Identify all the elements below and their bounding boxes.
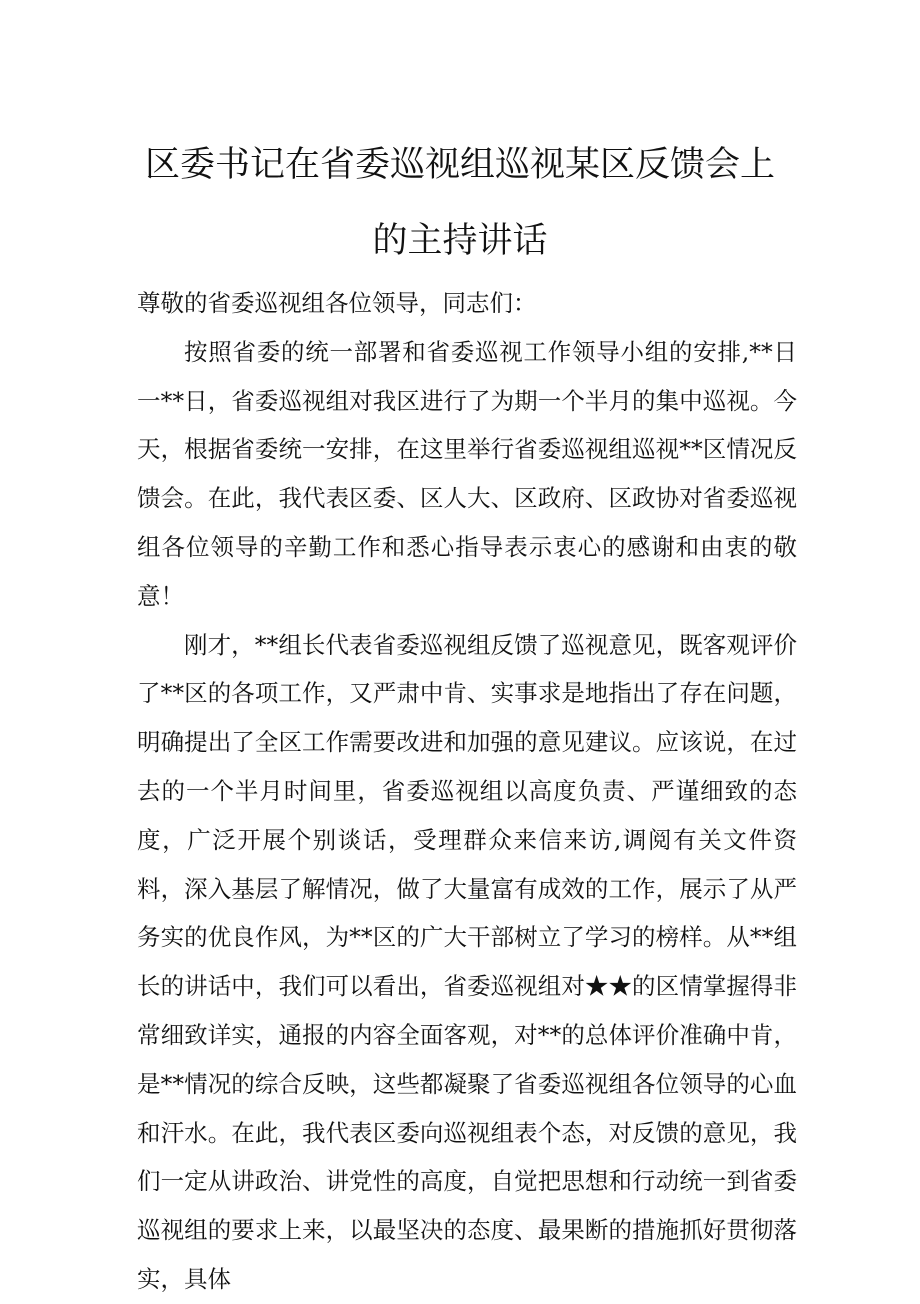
document-title-line-2: 的主持讲话 — [372, 221, 548, 261]
paragraph-2: 刚才，**组长代表省委巡视组反馈了巡视意见，既客观评价了**区的各项工作，又严肃中肯、实事求是地指出了存在问题，明确提出了全区工作需要改进和加强的意见建议。应该说，在过去的一个半月时间里，省委巡视组以高度负责、严谨细致的态度，广泛开展个别谈话，受理群众来信来访,调阅有关文件资料，深入基层了解情况，做了大量富有成效的工作，展示了从严务实的优良作风，为**区的广大干部树立了学习的榜样。从**组长的讲话中，我们可以看出，省委巡视组对★★的区情掌握得非常细致详实，通报的内容全面客观，对**的总体评价准确中肯，是**情况的综合反映，这些都凝聚了省委巡视组各位领导的心血和汗水。在此，我代表区委向巡视组表个态，对反馈的意见，我们一定从讲政治、讲党性的高度，自觉把思想和行动统一到省委巡视组的要求上来，以最坚决的态度、最果断的措施抓好贯彻落实，具体 — [137, 630, 797, 1293]
document-title-line-1: 区委书记在省委巡视组巡视某区反馈会上 — [144, 145, 775, 185]
salutation: 尊敬的省委巡视组各位领导，同志们： — [137, 289, 537, 317]
document-body — [137, 279, 797, 1304]
paragraph-1: 按照省委的统一部署和省委巡视工作领导小组的安排,**日一**日，省委巡视组对我区进行了为期一个半月的集中巡视。今天，根据省委统一安排，在这里举行省委巡视组巡视**区情况反馈会。在此，我代表区委、区人大、区政府、区政协对省委巡视组各位领导的辛勤工作和悉心指导表示衷心的感谢和由衷的敬意！ — [137, 337, 797, 610]
